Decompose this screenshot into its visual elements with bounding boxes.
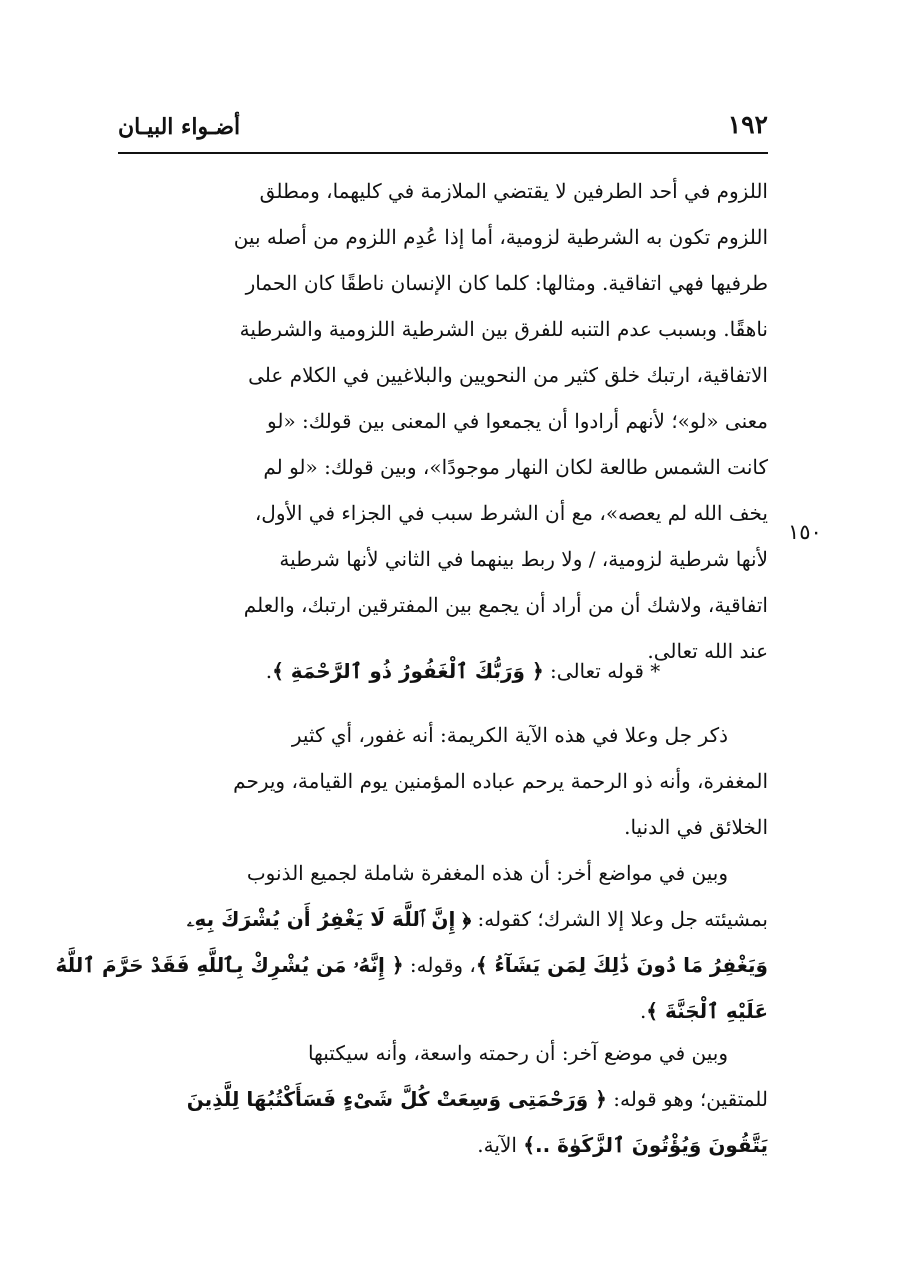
quran-verse: ﴿ إِنَّهُۥ مَن يُشْرِكْ بِٱللَّهِ فَقَدْ حَرَّمَ ٱللَّهُ bbox=[55, 953, 404, 977]
quran-verse: وَيَغْفِرُ مَا دُونَ ذَٰلِكَ لِمَن يَشَآءُ ﴾ bbox=[475, 953, 768, 977]
text-line bbox=[118, 1076, 768, 1122]
quran-verse: ﴿ إِنَّ ٱللَّهَ لَا يَغْفِرُ أَن يُشْرَكَ بِهِۦ bbox=[186, 907, 472, 931]
text-line bbox=[118, 1122, 768, 1168]
text-line: الاتفاقية، ارتبك خلق كثير من النحويين والبلاغيين في الكلام على bbox=[248, 363, 768, 387]
text-line bbox=[118, 896, 768, 942]
text-segment: ، وقوله: bbox=[403, 953, 476, 977]
text-line: يخف الله لم يعصه»، مع أن الشرط سبب في الجزاء في الأول، bbox=[254, 501, 768, 525]
text-line: لأنها شرطية لزومية، / ولا ربط بينهما في الثاني لأنها شرطية bbox=[279, 547, 768, 571]
quran-verse: ﴿ وَرَحْمَتِى وَسِعَتْ كُلَّ شَىْءٍ فَسَأَكْتُبُهَا لِلَّذِينَ bbox=[186, 1087, 607, 1111]
text-line: وبين في موضع آخر: أن رحمته واسعة، وأنه سيكتبها bbox=[307, 1041, 728, 1065]
text-line: الخلائق في الدنيا. bbox=[624, 815, 768, 839]
text-line: عند الله تعالى. bbox=[647, 639, 768, 663]
text-line: ذكر جل وعلا في هذه الآية الكريمة: أنه غفور، أي كثير bbox=[291, 723, 728, 747]
quran-verse: عَلَيْهِ ٱلْجَنَّةَ ﴾ bbox=[646, 999, 768, 1023]
margin-page-reference: ١٥٠ bbox=[788, 520, 822, 544]
quran-verse: ﴿ وَرَبُّكَ ٱلْغَفُورُ ذُو ٱلرَّحْمَةِ ﴾ bbox=[272, 659, 544, 683]
text-line: اللزوم تكون به الشرطية لزومية، أما إذا عُدِم اللزوم من أصله بين bbox=[233, 225, 768, 249]
page-header bbox=[118, 106, 768, 154]
page-number: ١٩٢ bbox=[727, 110, 768, 139]
verse-heading-suffix: . bbox=[265, 659, 273, 683]
text-line: اللزوم في أحد الطرفين لا يقتضي الملازمة في كليهما، ومطلق bbox=[259, 179, 768, 203]
quran-verse: يَتَّقُونَ وَيُؤْتُونَ ٱلزَّكَوٰةَ ..﴾ bbox=[523, 1133, 768, 1157]
running-title: أضـواء البيـان bbox=[118, 114, 241, 140]
text-line: المغفرة، وأنه ذو الرحمة يرحم عباده المؤمنين يوم القيامة، ويرحم bbox=[233, 769, 768, 793]
paragraph-mercy bbox=[118, 1030, 768, 1168]
text-line: اتفاقية، ولاشك أن من أراد أن يجمع بين المفترقين ارتبك، والعلم bbox=[243, 593, 768, 617]
paragraph-logic-conditionals bbox=[118, 168, 768, 674]
text-line: كانت الشمس طالعة لكان النهار موجودًا»، وبين قولك: «لو لم bbox=[263, 455, 768, 479]
verse-heading-line bbox=[118, 648, 768, 694]
text-line: طرفيها فهي اتفاقية. ومثالها: كلما كان الإنسان ناطقًا كان الحمار bbox=[245, 271, 768, 295]
verse-heading-prefix: * قوله تعالى: bbox=[543, 659, 661, 683]
paragraph-verse-explanation bbox=[118, 712, 768, 850]
paragraph-forgiveness bbox=[55, 850, 768, 1034]
verse-heading bbox=[118, 648, 768, 694]
text-line: معنى «لو»؛ لأنهم أرادوا أن يجمعوا في المعنى بين قولك: «لو bbox=[267, 409, 768, 433]
text-line: وبين في مواضع أخر: أن هذه المغفرة شاملة لجميع الذنوب bbox=[246, 861, 728, 885]
text-segment: . bbox=[639, 999, 647, 1023]
text-line bbox=[55, 942, 768, 988]
text-segment: للمتقين؛ وهو قوله: bbox=[606, 1087, 768, 1111]
text-line: ناهقًا. وبسبب عدم التنبه للفرق بين الشرطية اللزومية والشرطية bbox=[239, 317, 768, 341]
text-segment: الآية. bbox=[477, 1133, 524, 1157]
text-segment: بمشيئته جل وعلا إلا الشرك؛ كقوله: bbox=[471, 907, 768, 931]
text-line bbox=[118, 988, 768, 1034]
